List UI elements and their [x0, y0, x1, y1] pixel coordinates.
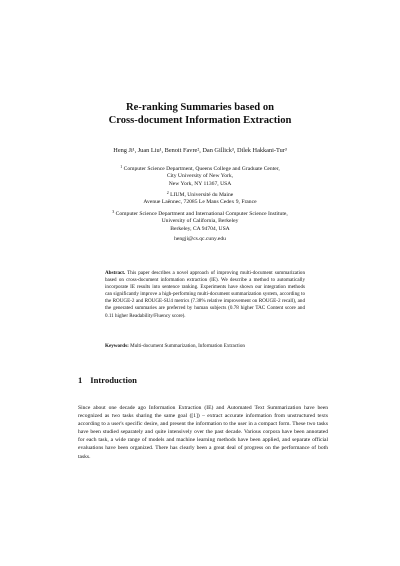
abstract-text: This paper describes a novel approach of improving multi-document summarization based on cross-document information extraction (IE). We describe a method to automatically incorporate IE results into sentence ranking. Experiments have shown our integration methods can significantly improve a high-performing multi-document summarization system, according to the ROUGE-2 and ROUGE-SU4 metrics (7.38% relative improvement on ROUGE-2 recall), and the generated summaries are preferred by human subjects (0.78 higher TAC Content score and 0.11 higher Readability/Fluency score).	[105, 270, 305, 319]
section-heading	[78, 375, 137, 385]
affiliation-line: Avenue Laënnec, 72085 Le Mans Cedex 9, France	[143, 199, 257, 206]
intro-paragraph: Since about one decade ago Information Extraction (IE) and Automated Text Summarization have been recognized as two tasks sharing the same goal ([1]) – extract accurate information from unstructured texts according to a user's specific desire, and present the information to the user in a compact form. These two tasks have been studied separately and quite intensively over the past decade. Various corpora have been annotated for each task, a wide range of models and machine learning methods have been applied, and separate official evaluations have been organized. There has clearly been a great deal of progress on the performance of both tasks.	[78, 405, 328, 460]
affiliation-line: Berkeley, CA 94704, USA	[170, 225, 230, 232]
keywords	[105, 343, 305, 350]
title-line-2: Cross-document Information Extraction	[108, 114, 292, 126]
affiliation-3	[0, 208, 400, 233]
keywords-label: Keywords:	[105, 343, 129, 349]
affiliation-line: $^2$ LIUM, Université du Maine	[166, 190, 234, 198]
section-title: Introduction	[90, 375, 137, 385]
affiliation-1	[0, 163, 400, 188]
affiliation-line: $^3$ Computer Science Department and International Computer Science Institute,	[112, 209, 288, 217]
affiliation-2	[0, 189, 400, 207]
keywords-text: Multi-document Summarization, Information Extraction	[130, 343, 245, 349]
author-list: Heng Ji¹, Juan Liu¹, Benoit Favre², Dan Gillick³, Dilek Hakkani-Tur³	[113, 147, 287, 154]
abstract	[105, 270, 305, 320]
affiliation-line: New York, NY 11367, USA	[168, 180, 232, 187]
paper-title	[0, 102, 400, 127]
affiliation-marker: 2	[166, 190, 169, 195]
title-line-1: Re-ranking Summaries based on	[125, 102, 275, 113]
affiliation-marker: 3	[112, 209, 115, 214]
affiliation-marker: 1	[120, 164, 123, 169]
abstract-label: Abstract.	[105, 270, 126, 276]
section-number: 1	[78, 375, 83, 385]
affiliation-line: $^1$ Computer Science Department, Queens College and Graduate Center,	[120, 164, 280, 172]
contact-email[interactable]: hengji@cs.qc.cuny.edu	[174, 236, 226, 242]
affiliation-line: University of California, Berkeley	[161, 218, 239, 225]
affiliation-line: City University of New York,	[166, 173, 234, 180]
